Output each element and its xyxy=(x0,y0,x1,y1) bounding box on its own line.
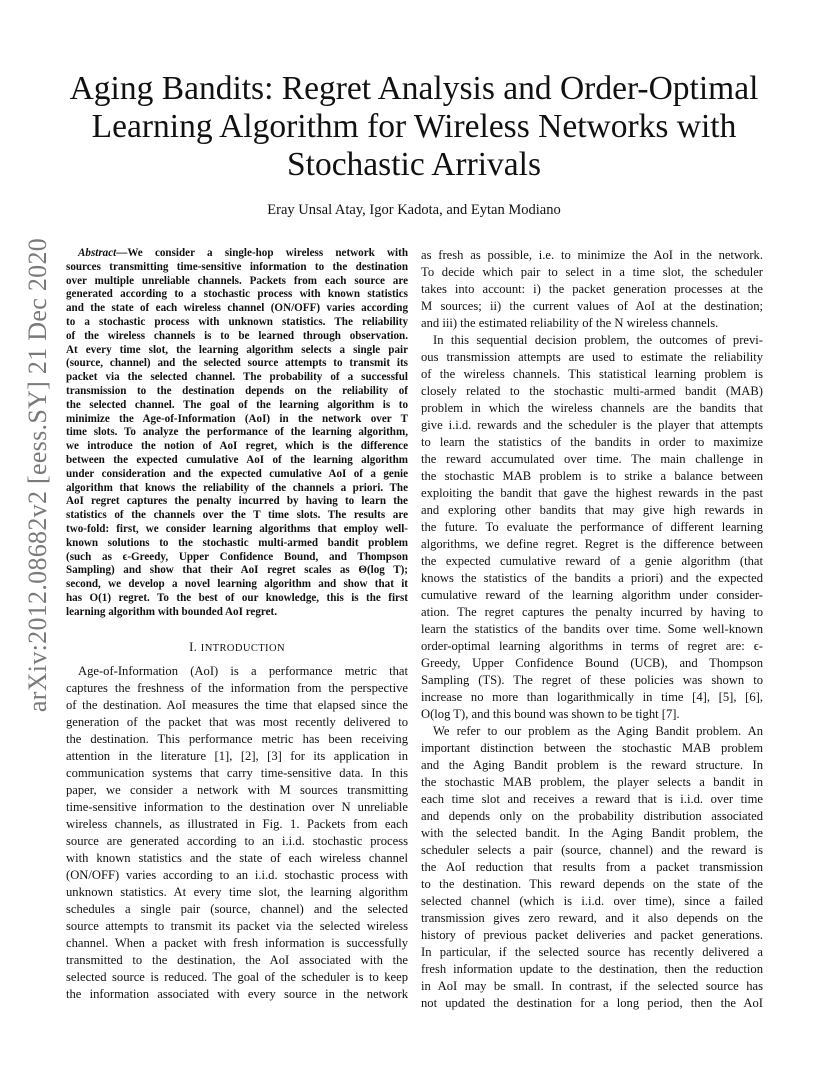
body-line: increase no more than logarithmically in time [4], [5], [6], xyxy=(421,690,763,704)
abstract-line: Sampling) and show that their AoI regret scales as Θ(log T); xyxy=(66,564,408,577)
body-line: the stochastic MAB problem, the player selects a bandit in xyxy=(421,775,763,789)
abstract-line: (such as ϵ-Greedy, Upper Confidence Bound, and Thompson xyxy=(66,550,408,563)
body-line: important distinction between the stochastic MAB problem xyxy=(421,741,763,755)
paper-title xyxy=(60,70,768,184)
body-line: source are generated according to an i.i.d. stochastic process xyxy=(66,833,408,848)
abstract-line: of the wireless channels is to be learned through observation. xyxy=(66,329,408,342)
abstract-line: —We consider a single-hop wireless network with xyxy=(116,247,408,259)
section-heading-introduction xyxy=(66,640,408,655)
body-line: the reward accumulated over time. The main challenge in xyxy=(421,452,763,466)
body-line: and the Aging Bandit problem is the reward structure. In xyxy=(421,758,763,772)
body-line: ation. The regret captures the penalty incurred by having to xyxy=(421,605,763,619)
body-line: to learn the statistics of the bandits in order to maximize xyxy=(421,435,763,449)
abstract-line: and the state of each wireless channel (ON/OFF) varies according xyxy=(66,302,408,315)
body-line: scheduler selects a pair (source, channel) and the reward is xyxy=(421,843,763,857)
body-line: ous transmission attempts are used to estimate the reliability xyxy=(421,350,763,364)
intro-paragraph-2 xyxy=(421,332,763,723)
body-line: algorithms, we define regret. Regret is the difference between xyxy=(421,537,763,551)
body-line: give i.i.d. rewards and the scheduler is the player that attempts xyxy=(421,418,763,432)
body-line: with the selected bandit. In the Aging Bandit problem, the xyxy=(421,826,763,840)
body-line: and iii) the estimated reliability of the N wireless channels. xyxy=(421,316,719,330)
body-line: order-optimal learning algorithms in terms of regret are: ϵ- xyxy=(421,639,763,653)
body-line: as fresh as possible, i.e. to minimize the AoI in the network. xyxy=(421,248,763,262)
body-line: transmitted to the destination, the AoI associated with the xyxy=(66,952,408,967)
section-number: I. xyxy=(189,639,198,654)
abstract-line: known solutions to the stochastic multi-armed bandit problem xyxy=(66,536,408,549)
section-title: INTRODUCTION xyxy=(200,642,285,654)
abstract-line: over multiple unreliable channels. Packets from each source are xyxy=(66,274,408,287)
intro-paragraph-1-continued xyxy=(421,247,763,332)
title-line: Aging Bandits: Regret Analysis and Order-Optimal xyxy=(69,70,759,107)
body-line: transmission gives zero reward, and it also depends on the xyxy=(421,911,763,925)
body-line: to the destination. This reward depends on the state of the xyxy=(421,877,763,891)
abstract-line: time slots. To analyze the performance of the learning algorithm, xyxy=(66,426,408,439)
body-line: and depends only on the probability distribution associated xyxy=(421,809,763,823)
body-line: in AoI may be small. In contrast, if the selected source has xyxy=(421,979,763,993)
body-line: problem in which the wireless channels are the bandits that xyxy=(421,401,763,415)
abstract-line: statistics of the channels over the T time slots. The results are xyxy=(66,509,408,522)
abstract-line: algorithm that knows the reliability of the channels a priori. The xyxy=(66,481,408,494)
abstract-line: to a stochastic process with unknown statistics. The reliability xyxy=(66,315,408,328)
abstract-label: Abstract xyxy=(78,247,117,259)
abstract-line: transmission to the destination depends on the reliability of xyxy=(66,384,408,397)
body-line: communication systems that carry time-sensitive data. In this xyxy=(66,765,408,780)
title-line: Stochastic Arrivals xyxy=(287,146,541,183)
body-line: wireless channels, as illustrated in Fig. 1. Packets from each xyxy=(66,816,408,831)
body-line: cumulative reward of the learning algorithm under consider- xyxy=(421,588,763,602)
body-line: fresh information update to the destination, then the reduction xyxy=(421,962,763,976)
abstract-line: AoI regret captures the penalty incurred by having to learn the xyxy=(66,495,408,508)
body-line: history of previous packet deliveries and packet generations. xyxy=(421,928,763,942)
body-line: unknown statistics. At every time slot, the learning algorithm xyxy=(66,884,408,899)
right-column xyxy=(421,247,763,1012)
body-line: and exploring other bandits that may give high rewards in xyxy=(421,503,763,517)
body-line: To decide which pair to select in a time slot, the scheduler xyxy=(421,265,763,279)
abstract-line: has O(1) regret. To the best of our knowledge, this is the first xyxy=(66,591,408,604)
abstract-line: between the expected cumulative AoI of the learning algorithm xyxy=(66,453,408,466)
body-line: source attempts to transmit its packet via the selected wireless xyxy=(66,918,408,933)
title-line: Learning Algorithm for Wireless Networks with xyxy=(91,108,737,145)
body-line: In this sequential decision problem, the outcomes of previ- xyxy=(433,333,763,347)
body-line: the destination. This performance metric has been receiving xyxy=(66,731,408,746)
body-line: Sampling (TS). The regret of these policies was shown to xyxy=(421,673,763,687)
body-line: the stochastic MAB problem is to strike a balance between xyxy=(421,469,763,483)
body-line: selected channel (which is i.i.d. over time), since a failed xyxy=(421,894,763,908)
body-line: Greedy, Upper Confidence Bound (UCB), and Thompson xyxy=(421,656,763,670)
body-line: In particular, if the selected source has recently delivered a xyxy=(421,945,763,959)
body-line: We refer to our problem as the Aging Bandit problem. An xyxy=(433,724,763,738)
abstract-line: packet via the selected channel. The probability of a successful xyxy=(66,371,408,384)
body-line: not updated the destination for a long period, then the AoI xyxy=(421,996,763,1010)
body-line: knows the statistics of the bandits a priori) and the expected xyxy=(421,571,763,585)
abstract-line: generated according to a stochastic process with known statistics xyxy=(66,288,408,301)
abstract-line: second, we develop a novel learning algorithm and show that it xyxy=(66,578,408,591)
arxiv-identifier-text: arXiv:2012.08682v2 [eess.SY] 21 Dec 2020 xyxy=(23,237,52,713)
body-line: closely related to the stochastic multi-armed bandit (MAB) xyxy=(421,384,763,398)
body-line: captures the freshness of the information from the perspective xyxy=(66,680,408,695)
abstract-first-line xyxy=(66,247,408,261)
abstract xyxy=(66,247,408,620)
abstract-line: minimize the Age-of-Information (AoI) in the network over T xyxy=(66,412,408,425)
body-line: attention in the literature [1], [2], [3] for its application in xyxy=(66,748,408,763)
body-line: M sources; ii) the current values of AoI at the destination; xyxy=(421,299,763,313)
body-line: learn the statistics of the bandits over time. Some well-known xyxy=(421,622,763,636)
body-line: each time slot and receives a reward that is i.i.d. over time xyxy=(421,792,763,806)
body-line: channel. When a packet with fresh information is successfully xyxy=(66,935,408,950)
abstract-line: sources transmitting time-sensitive information to the destination xyxy=(66,260,408,273)
body-line: with known statistics and the state of each wireless channel xyxy=(66,850,408,865)
body-line: of the wireless channels. This statistical learning problem is xyxy=(421,367,763,381)
body-line: paper, we consider a network with M sources transmitting xyxy=(66,782,408,797)
body-line: the future. To evaluate the performance of different learning xyxy=(421,520,763,534)
body-line: of the destination. AoI measures the time that elapsed since the xyxy=(66,697,408,712)
body-line: schedules a single pair (source, channel) and the selected xyxy=(66,901,408,916)
body-line: O(log T), and this bound was shown to be tight [7]. xyxy=(421,707,680,721)
body-line: generation of the packet that was most recently delivered to xyxy=(66,714,408,729)
abstract-line: under consideration and the expected cumulative AoI of a genie xyxy=(66,467,408,480)
intro-paragraph-3 xyxy=(421,723,763,1012)
body-line: selected source is reduced. The goal of the scheduler is to keep xyxy=(66,969,408,984)
abstract-line: two-fold: first, we consider learning algorithms that employ well- xyxy=(66,522,408,535)
body-line: the expected cumulative reward of a genie algorithm (that xyxy=(421,554,763,568)
left-column xyxy=(66,247,408,1003)
body-line: takes into account: i) the packet generation processes at the xyxy=(421,282,763,296)
abstract-line: (source, channel) and the selected source attempts to transmit its xyxy=(66,357,408,370)
body-line: the AoI reduction that results from a packet transmission xyxy=(421,860,763,874)
author-list: Eray Unsal Atay, Igor Kadota, and Eytan Modiano xyxy=(267,202,561,218)
abstract-line: learning algorithm with bounded AoI regret. xyxy=(66,605,277,618)
abstract-line: we introduce the notion of AoI regret, which is the difference xyxy=(66,440,408,453)
body-line: exploiting the bandit that gave the highest rewards in the past xyxy=(421,486,763,500)
body-line: the information associated with every source in the network xyxy=(66,986,408,1001)
body-line: time-sensitive information to the destination over N unreliable xyxy=(66,799,408,814)
body-line: (ON/OFF) varies according to an i.i.d. stochastic process with xyxy=(66,867,408,882)
intro-paragraph-1 xyxy=(66,663,408,1003)
arxiv-identifier-stamp xyxy=(18,237,58,713)
body-line: Age-of-Information (AoI) is a performance metric that xyxy=(78,663,408,678)
abstract-line: At every time slot, the learning algorithm selects a single pair xyxy=(66,343,408,356)
abstract-line: the selected channel. The goal of the learning algorithm is to xyxy=(66,398,408,411)
